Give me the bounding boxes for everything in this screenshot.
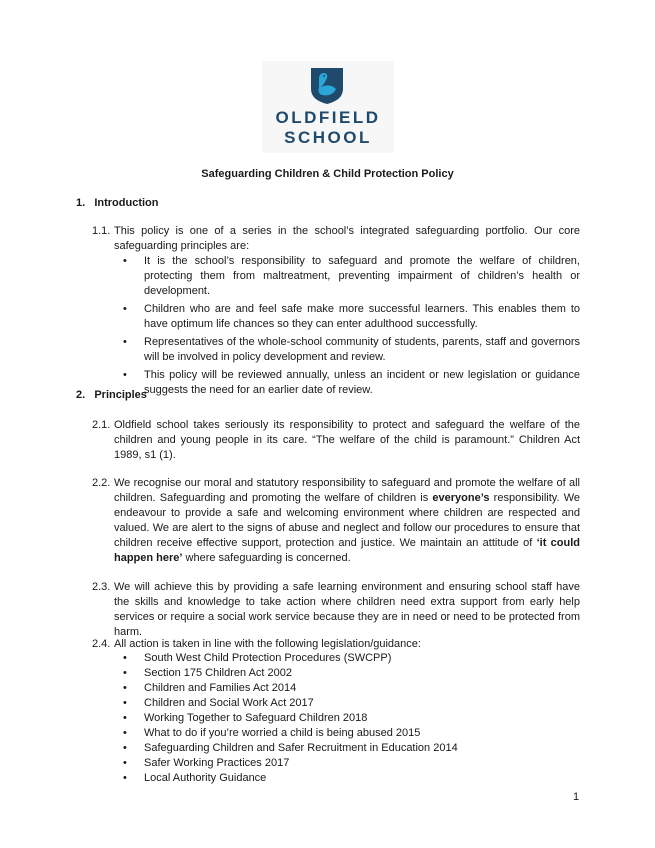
list-item-text: Working Together to Safeguard Children 2018 — [144, 712, 368, 724]
paragraph-text — [92, 476, 580, 566]
logo-text-line2: SCHOOL — [284, 128, 372, 147]
list-item-text: It is the school’s responsibility to safeguard and promote the welfare of children, protecting them from maltreatment, preventing impairment of children’s health or development. — [144, 255, 580, 297]
section-heading-introduction: 1. Introduction — [76, 197, 159, 209]
section-heading-principles: 2. Principles — [76, 389, 147, 401]
list-item-text: South West Child Protection Procedures (SWCPP) — [144, 652, 392, 664]
list-item-text: Safer Working Practices 2017 — [144, 757, 290, 769]
paragraph-text: Oldfield school takes seriously its responsibility to protect and safeguard the welfare of the children and young people in its care. “The welfare of the child is paramount.” Children Act 1989, s1 (1). — [114, 419, 580, 461]
emphasis-everyones: everyone’s — [432, 492, 490, 504]
list-item — [114, 741, 580, 756]
paragraph-1-1 — [92, 224, 580, 254]
bullet-icon: • — [123, 727, 127, 739]
list-item-text: Section 175 Children Act 2002 — [144, 667, 292, 679]
bullet-icon: • — [123, 682, 127, 694]
list-item — [114, 696, 580, 711]
swan-crest-icon — [310, 67, 344, 105]
bullet-icon: • — [123, 369, 127, 381]
paragraph-number: 2.2. — [92, 477, 111, 489]
bullet-icon: • — [123, 697, 127, 709]
text-run: We recognise our moral and statutory responsibility to safeguard and promote the welfare of all children. Safeguarding and promoting the welfare of children is — [114, 477, 580, 504]
list-item-text: Safeguarding Children and Safer Recruitment in Education 2014 — [144, 742, 458, 754]
paragraph-2-4 — [92, 637, 580, 652]
bullet-icon: • — [123, 255, 127, 267]
bullet-icon: • — [123, 336, 127, 348]
bullet-icon: • — [123, 652, 127, 664]
logo-text-line1: OLDFIELD — [275, 108, 381, 127]
list-item-text: Local Authority Guidance — [144, 772, 267, 784]
school-logo — [262, 61, 394, 153]
paragraph-text: We will achieve this by providing a safe learning environment and ensuring school staff have the skills and knowledge to take action where children need extra support from early help services or require a social work service because they are in need or need to be protected from harm. — [114, 581, 580, 638]
text-run: responsibility. We endeavour to provide a safe and welcoming environment where children are respected and valued. We are alert to the signs of abuse and neglect and follow our procedures to ensure that children receive effective support, protection and justice. We maintain an attitude of — [114, 492, 580, 549]
paragraph-number: 2.4. — [92, 638, 111, 650]
legislation-list — [114, 651, 580, 786]
list-item-text: Children who are and feel safe make more successful learners. This enables them to have optimum life chances so they can enter adulthood successfully. — [144, 303, 580, 330]
list-item — [114, 254, 580, 299]
list-item — [114, 771, 580, 786]
list-item — [114, 711, 580, 726]
paragraph-number: 2.1. — [92, 419, 111, 431]
paragraph-number: 1.1. — [92, 225, 111, 237]
list-item-text: Representatives of the whole-school community of students, parents, staff and governors will be involved in policy development and review. — [144, 336, 580, 363]
paragraph-text: This policy is one of a series in the school’s integrated safeguarding portfolio. Our core safeguarding principles are: — [114, 225, 580, 252]
list-item — [114, 368, 580, 398]
list-item — [114, 651, 580, 666]
paragraph-number: 2.3. — [92, 581, 111, 593]
list-item — [114, 726, 580, 741]
bullet-icon: • — [123, 772, 127, 784]
bullet-icon: • — [123, 667, 127, 679]
bullet-icon: • — [123, 303, 127, 315]
list-item-text: Children and Families Act 2014 — [144, 682, 297, 694]
paragraph-2-3 — [92, 580, 580, 640]
list-item — [114, 335, 580, 365]
paragraph-2-1 — [92, 418, 580, 463]
list-item — [114, 666, 580, 681]
list-item-text: This policy will be reviewed annually, unless an incident or new legislation or guidance suggests the need for an earlier date of review. — [144, 369, 580, 396]
list-item-text: Children and Social Work Act 2017 — [144, 697, 314, 709]
paragraph-text: All action is taken in line with the following legislation/guidance: — [114, 638, 421, 650]
text-run: where safeguarding is concerned. — [182, 552, 351, 564]
list-item-text: What to do if you’re worried a child is being abused 2015 — [144, 727, 421, 739]
list-item — [114, 302, 580, 332]
bullet-icon: • — [123, 712, 127, 724]
bullet-icon: • — [123, 742, 127, 754]
page-number: 1 — [573, 791, 580, 803]
emphasis-it-could-happen-here: ‘it could happen here’ — [114, 537, 581, 564]
list-item — [114, 756, 580, 771]
bullet-icon: • — [123, 757, 127, 769]
paragraph-2-2 — [92, 476, 580, 566]
list-item — [114, 681, 580, 696]
core-principles-list — [114, 254, 580, 401]
document-title: Safeguarding Children & Child Protection Policy — [201, 168, 454, 180]
